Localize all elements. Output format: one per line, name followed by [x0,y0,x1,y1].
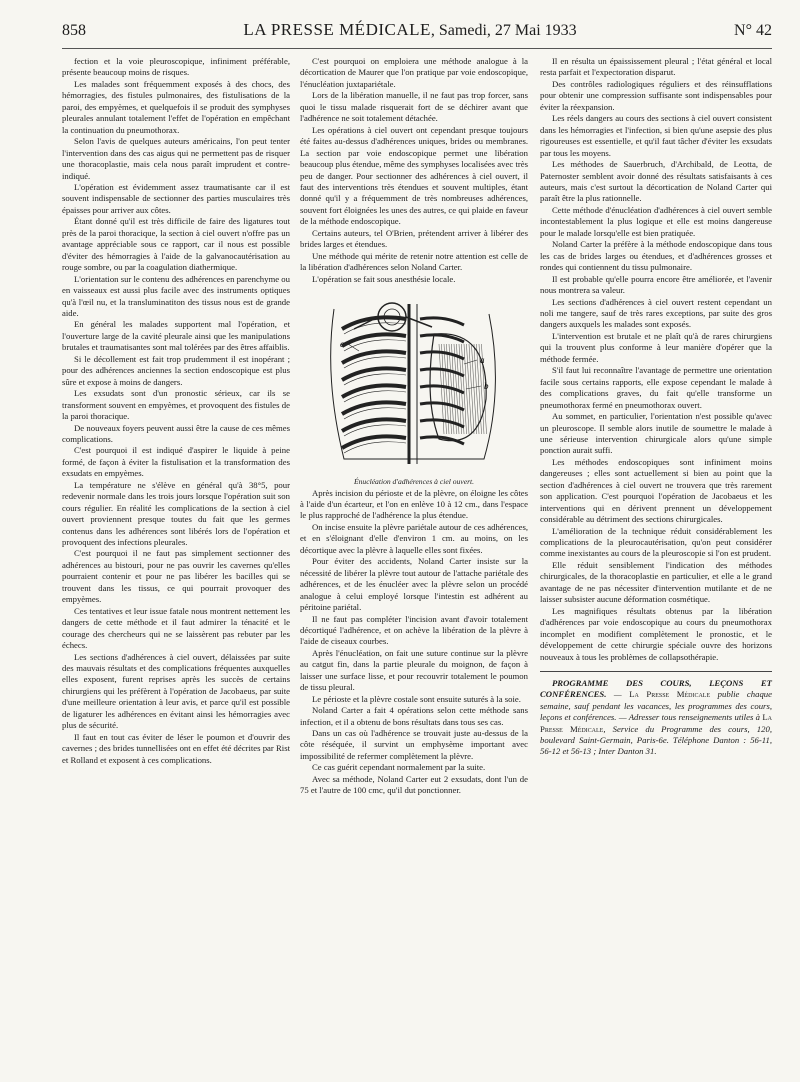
paragraph: Il en résulta un épaississement pleural ; l'état général et local resta parfait et l'expectoration disparut. [540,56,772,78]
programme-title: PROGRAMME DES COURS, LEÇONS ET CONFÉRENCES. [540,678,772,700]
paragraph: Lors de la libération manuelle, il ne faut pas trop forcer, sans quoi le tissu malade risquerait fort de se déchirer avant que l'adhérence ne soit totalement détachée. [300,90,528,124]
section-divider [540,671,772,672]
paragraph: Il ne faut pas compléter l'incision avant d'avoir totalement décortiqué l'adhérence, et on achève la libération de la plèvre à l'aide de ciseaux courbes. [300,613,528,647]
paragraph: Dans un cas où l'adhérence se trouvait juste au-dessus de la côte réséquée, il survint un emphysème important avec impossibilité de refermer complètement la plèvre. [300,728,528,761]
paragraph: S'il faut lui reconnaître l'avantage de permettre une orientation facile sous certains rapports, elle expose cependant le malade à des complications graves, du fait qu'elle transforme un pneumothorax fermé en pneumothorax ouvert. [540,365,772,410]
paragraph: L'intervention est brutale et ne plaît qu'à de rares chirurgiens qui la trouvent plus conforme à leur manière d'opérer que la méthode fermée. [540,330,772,364]
paragraph: Après l'énucléation, on fait une suture continue sur la plèvre au catgut fin, dans la partie pleurale du moignon, de façon à laisser une surface lisse, et pour recouvrir totalement le poumon de tissu pleural. [300,647,528,693]
paragraph: En général les malades supportent mal l'opération, et l'ouverture large de la cavité pleurale ainsi que les manipulations brutales et traumatisantes sont mal tolérées par des êtres affaiblis. [62,319,290,353]
paragraph: L'amélioration de la technique réduit considérablement les complications de la pleurocautérisation, qu'on peut considérer comme inexistantes au cours de la pleuroscopie si l'on est prudent. [540,525,772,559]
paragraph: Selon l'avis de quelques auteurs américains, l'on peut tenter l'intervention dans des cas aigus qui ne permettent pas de risquer une thoracoplastie, mais cela nous paraît imprudent et contre-indiqué. [62,136,290,181]
paragraph: La température ne s'élève en général qu'à 38°5, pour redevenir normale dans les trois jours lorsque l'opération suit son cours régulier. En réalité les complications de la section à ciel ouvert proviennent presque toutes du fait que les germes contenus dans les adhérences sont libérés lors de l'opération et provoquent des infections pleurales. [62,479,290,548]
column-1 [62,56,290,766]
rib-right [420,420,464,427]
paragraph: Étant donné qu'il est très difficile de faire des ligatures tout près de la paroi thoracique, la section à ciel ouvert n'offre pas un avantage appréciable sous ce rapport, car il nous est possible d'éviter des hémorragies à l'aide de la galvanocautérisation au rouge sombre, ou par la coagulation diathermique. [62,216,290,273]
issue-date: , Samedi, 27 Mai 1933 [430,22,577,39]
paragraph: fection et la voie pleuroscopique, infiniment préférable, présente beaucoup moins de risques. [62,56,290,78]
paragraph: C'est pourquoi on emploiera une méthode analogue à la décortication de Maurer que l'on pratique par voie endoscopique, l'énucléation juxtapariétale. [300,56,528,89]
paragraph: Les magnifiques résultats obtenus par la libération d'adhérences par voie endoscopique au cours du pneumothorax incomplet en modifient complètement le pronostic, et le développement de cette chirurgie spéciale ouvre des horizons nouveaux à tous les problèmes de collapsothérapie. [540,605,772,662]
figure-label-c: c [340,339,344,350]
paragraph: Certains auteurs, tel O'Brien, prétendent arriver à libérer des brides larges et étendues. [300,227,528,250]
paragraph: L'opération se fait sous anesthésie locale. [312,273,456,284]
figure-label-a: a [480,355,485,366]
paragraph: L'opération est évidemment assez traumatisante car il est souvent indispensable de sectionner des parties musculaires très épaisses pour arriver aux côtes. [62,181,290,215]
programme-journal-name-1: La Presse Médicale [629,689,711,700]
paragraph: Le périoste et la plèvre costale sont ensuite suturés à la soie. [312,693,521,704]
paragraph: Il est probable qu'elle pourra encore être améliorée, et l'avenir nous montrera sa valeur. [540,273,772,296]
journal-title-line [243,20,576,40]
paragraph: Noland Carter a fait 4 opérations selon cette méthode sans infection, et il a obtenu de bons résultats dans tous ses cas. [300,705,528,727]
issue-number: N° 42 [734,22,772,39]
paragraph: C'est pourquoi il est indiqué d'aspirer le liquide à peine formé, de façon à éviter la fistulisation et la transformation des exsudats en empyèmes. [62,445,290,479]
paragraph: Au sommet, en particulier, l'orientation n'est possible qu'avec un pleuroscope. Il semble alors inutile de soumettre le malade à une sérieuse intervention chirurgicale alors qu'une simple ponction aurait suffi. [540,411,772,456]
rib-right [420,386,464,393]
paragraph: Les méthodes endoscopiques sont infiniment moins dangereuses ; elles sont actuellement si bien au point que la section d'adhérences à ciel ouvert ne trouvera que très rarement son application. C'est pourquoi l'opération de Jacobaeus et les interventions qui en dérivent prennent un développement considérable au détriment des sections chirurgicales. [540,456,772,525]
paragraph: Elle réduit sensiblement l'indication des méthodes chirurgicales, de la thoracoplastie en particulier, et elle a le grand avantage de ne pas nécessiter d'intervention mutilante et de ne laisser subsister aucune déformation cosmétique. [540,559,772,605]
lung-hatching [472,344,477,434]
column-2-bottom [300,488,528,797]
paragraph: Les réels dangers au cours des sections à ciel ouvert consistent dans les hémorragies et l'infection, si bien qu'une asepsie des plus rigoureuses est essentielle, et qu'il faut tâcher d'éviter les exsudats par tous les moyens. [540,113,772,158]
figure-caption: Énucléation d'adhérences à ciel ouvert. [353,477,475,487]
paragraph: Les exsudats sont d'un pronostic sérieux, car ils se transforment souvent en empyèmes, et provoquent des fistules de la paroi thoracique. [62,388,290,422]
paragraph: Les méthodes de Sauerbruch, d'Archibald, de Leotta, de Paternoster semblent avoir donné des résultats satisfaisants à ces auteurs, mais c'est surtout la décortication de Noland Carter qui paraît être la plus rationnelle. [540,159,772,204]
paragraph: Ce cas guérit cependant normalement par la suite. [312,762,486,773]
programme-notice [540,678,772,758]
programme-text-2: publie chaque semaine, sauf pendant les vacances, les programmes des cours, leçons et conférences. — Adresser tous renseignements utiles à [540,689,772,723]
paragraph: Noland Carter la préfère à la méthode endoscopique dans tous les cas de brides larges ou étendues, et d'adhérences grosses et rondes qui contiennent du tissu pulmonaire. [540,239,772,273]
figure-label-b: b [484,381,489,392]
thorax-outline [331,309,496,459]
paragraph: Les sections d'adhérences à ciel ouvert restent cependant un noli me tangere, sauf de très rares exceptions, par suite des gros dangers auxquels les malades sont exposés. [540,296,772,330]
paragraph: Cette méthode d'énucléation d'adhérences à ciel ouvert semble incontestablement la plus logique et elle est moins dangereuse pour le malade lorsqu'elle est bien pratiquée. [540,204,772,238]
column-2 [300,56,528,797]
paragraph: Les sections d'adhérences à ciel ouvert, délaissées par suite des mauvais résultats et des complications fréquentes auxquelles elles exposent, furent reprises après les succès de certains chirurgiens qui les préfèrent à l'opération de Jacobaeus, par suite d'une meilleure orientation à leur avis, et parce qu'il est possible de ligaturer les adhérences en évitant ainsi les hémorragies avec plus de sécurité. [62,651,290,731]
paragraph: Les opérations à ciel ouvert ont cependant presque toujours été faites au-dessus d'adhérences uniques, brides ou membranes. La section par voie endoscopique permet une libération beaucoup plus étendue, même des symphyses localisées avec très peu de danger. Pour sectionner des adhérences à ciel ouvert, il faut des interventions très étendues et souvent multiples, étant donné qu'il y a fréquemment de très nombreuses adhérences, souvent fort éloignées les unes des autres, ce qui plaide en faveur de la méthode endoscopique. [300,124,528,227]
journal-title: LA PRESSE MÉDICALE [243,20,431,39]
programme-text-3: , Service du Programme des cours, 120, boulevard Saint-Germain, Paris-6e. Téléphone Danton : 56-11, 56-12 et 56-13 ; Inter Danton 31. [540,723,772,757]
column-2-top [300,56,528,285]
paragraph: De nouveaux foyers peuvent aussi être la cause de ces mêmes complications. [62,422,290,444]
paragraph: Les malades sont fréquemment exposés à des chocs, des hémorragies, des fistules pulmonaires, des fistulisations de la paroi, des empyèmes, et quelquefois il se produit des symphyses pleurales annulant totalement l'effet de l'opération en empêchant la continuation du pneumothorax. [62,78,290,135]
paragraph: On incise ensuite la plèvre pariétale autour de ces adhérences, et en s'éloignant d'elle d'environ 1 cm. au moins, on les décortique avec la plèvre à laquelle elles sont fixées. [300,521,528,555]
paragraph: Avec sa méthode, Noland Carter eut 2 exsudats, dont l'un de 75 et l'autre de 100 cmc, qu'il dut ponctionner. [300,773,528,796]
rib-right [420,318,464,325]
paragraph: Si le décollement est fait trop prudemment il est inopérant ; pour des adhérences anciennes la section endoscopique est plus sûre et expose à moins de dangers. [62,353,290,387]
paragraph: Il faut en tout cas éviter de léser le poumon et d'ouvrir des cavernes ; des brides tunnellisées ont en effet été décrites par Rist et Rolland et exposent à ces complications. [62,731,290,765]
programme-journal-name-2: La Presse Médicale [540,712,772,734]
programme-text-1: — [606,689,630,700]
paragraph: L'orientation sur le contenu des adhérences en parenchyme ou en vaisseaux est aussi plus facile avec des instruments optiques qu'à l'œil nu, et la transluminatiton des tissus nous est de grande aide. [62,273,290,318]
column-3 [540,56,772,758]
masthead [62,20,772,49]
column-3-body [540,56,772,663]
rib-right [420,369,464,376]
paragraph: Une méthode qui mérite de retenir notre attention est celle de la libération d'adhérences selon Noland Carter. [300,250,528,273]
lung-hatching [474,344,479,434]
page-number: 858 [62,22,86,39]
paragraph: Ces tentatives et leur issue fatale nous montrent nettement les dangers de cette méthode et il faut admirer la ténacité et le courage des chercheurs qui ne se laissèrent pas rebuter par les échecs. [62,605,290,651]
paragraph: Pour éviter des accidents, Noland Carter insiste sur la nécessité de libérer la plèvre tout autour de l'attache pariétale des adhérences, et de les énucléer avec la plèvre selon un procédé analogue à celui employé lorsque l'intestin est adhérent au péritoine pariétal. [300,556,528,613]
surgical-illustration [314,289,514,474]
paragraph: Après incision du périoste et de la plèvre, on éloigne les côtes à l'aide d'un écarteur, et l'on en enlève 10 à 12 cm., dans l'espace le plus rapproché de l'adhérence la plus étendue. [300,487,528,521]
rib-cage-drawing [331,303,496,464]
paragraph: Des contrôles radiologiques réguliers et des réinsufflations pour obtenir une compression suffisante sont indispensables pour éviter la réexpansion. [540,78,772,112]
paragraph: C'est pourquoi il ne faut pas simplement sectionner des adhérences au bistouri, pour ne pas ouvrir les cavernes qu'elles pourraient contenir et pour ne pas libérer les bacilles qui se trouvent dans les tissus, ce qui pourrait provoquer des empyèmes. [62,548,290,605]
lung-hatching [469,344,474,434]
